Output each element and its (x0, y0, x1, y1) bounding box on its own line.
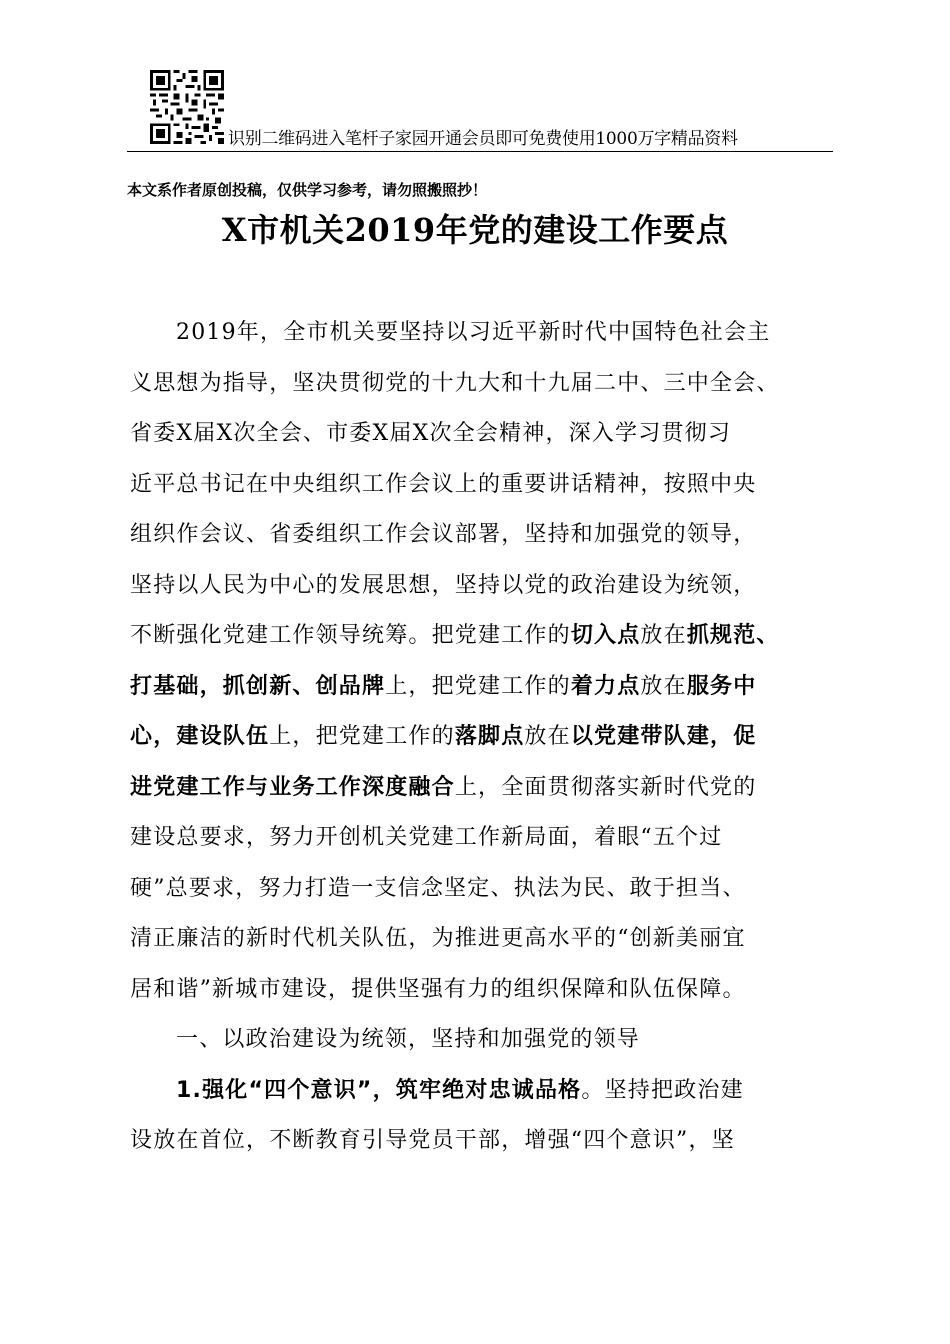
paragraph-line: 坚持以人民为中心的发展思想，坚持以党的政治建设为统领， (130, 572, 757, 598)
bold-text: 着力点 (570, 673, 641, 699)
bold-text: 心，建设队伍 (130, 724, 270, 749)
document-title: X市机关2019年党的建设工作要点 (221, 211, 729, 249)
paragraph-line: 居和谐”新城市建设，提供坚强有力的组织保障和队伍保障。 (130, 976, 746, 1002)
paragraph-line: 设放在首位，不断教育引导党员干部，增强“四个意识”，坚 (130, 1128, 735, 1153)
document-body (130, 308, 832, 1167)
qr-code-icon[interactable] (150, 70, 224, 144)
paragraph-line: 硬”总要求，努力打造一支信念坚定、执法为民、敢于担当、 (130, 875, 746, 901)
paragraph-line: 近平总书记在中央组织工作会议上的重要讲话精神，按照中央 (130, 471, 757, 497)
section-heading (130, 1015, 832, 1066)
text-run: 不断强化党建工作领导统筹。把党建工作的 (130, 623, 571, 648)
heading-text: 一、以政治建设为统领，坚持和加强党的领导 (176, 1027, 641, 1052)
header-divider (127, 151, 833, 152)
copyright-notice: 本文系作者原创投稿，仅供学习参考，请勿照搬照抄！ (127, 181, 488, 199)
text-run: 。坚持把政治建 (581, 1077, 744, 1103)
text-run: 放在 (640, 673, 687, 699)
text-run: 放在 (524, 724, 571, 749)
paragraph-line: 清正廉洁的新时代机关队伍，为推进更高水平的“创新美丽宜 (130, 926, 746, 951)
text-run: 上，把党建工作的 (385, 673, 571, 699)
bold-text: 以党建带队建，促 (570, 724, 757, 749)
paragraph-line (130, 763, 832, 814)
bold-text: 落脚点 (454, 724, 525, 749)
text-run: 放在 (640, 623, 687, 648)
text-run: 上，把党建工作的 (269, 724, 455, 749)
paragraph-line: 建设总要求，努力开创机关党建工作新局面，着眼“五个过 (130, 825, 723, 850)
paragraph-line (130, 1066, 832, 1117)
bold-text: 抓规范、 (686, 623, 780, 648)
paragraph-line: 省委X届X次全会、市委X届X次全会精神，深入学习贯彻习 (130, 421, 732, 446)
bold-text: 1.强化“四个意识”，筑牢绝对忠诚品格 (176, 1077, 582, 1103)
paragraph-line: 2019年，全市机关要坚持以习近平新时代中国特色社会主 (176, 320, 771, 345)
paragraph-line (130, 712, 832, 763)
paragraph-line (130, 662, 832, 713)
text-run: 上，全面贯彻落实新时代党的 (454, 774, 757, 800)
paragraph-line (130, 611, 832, 662)
bold-text: 进党建工作与业务工作深度融合 (130, 774, 455, 800)
paragraph-line: 义思想为指导，坚决贯彻党的十九大和十九届二中、三中全会、 (130, 370, 780, 396)
paragraph-line: 组织作会议、省委组织工作会议部署，坚持和加强党的领导， (130, 522, 757, 547)
header-promo-text: 识别二维码进入笔杆子家园开通会员即可免费使用1000万字精品资料 (228, 129, 738, 149)
bold-text: 服务中 (686, 673, 757, 699)
bold-text: 切入点 (570, 623, 641, 648)
bold-text: 打基础，抓创新、创品牌 (130, 673, 386, 699)
